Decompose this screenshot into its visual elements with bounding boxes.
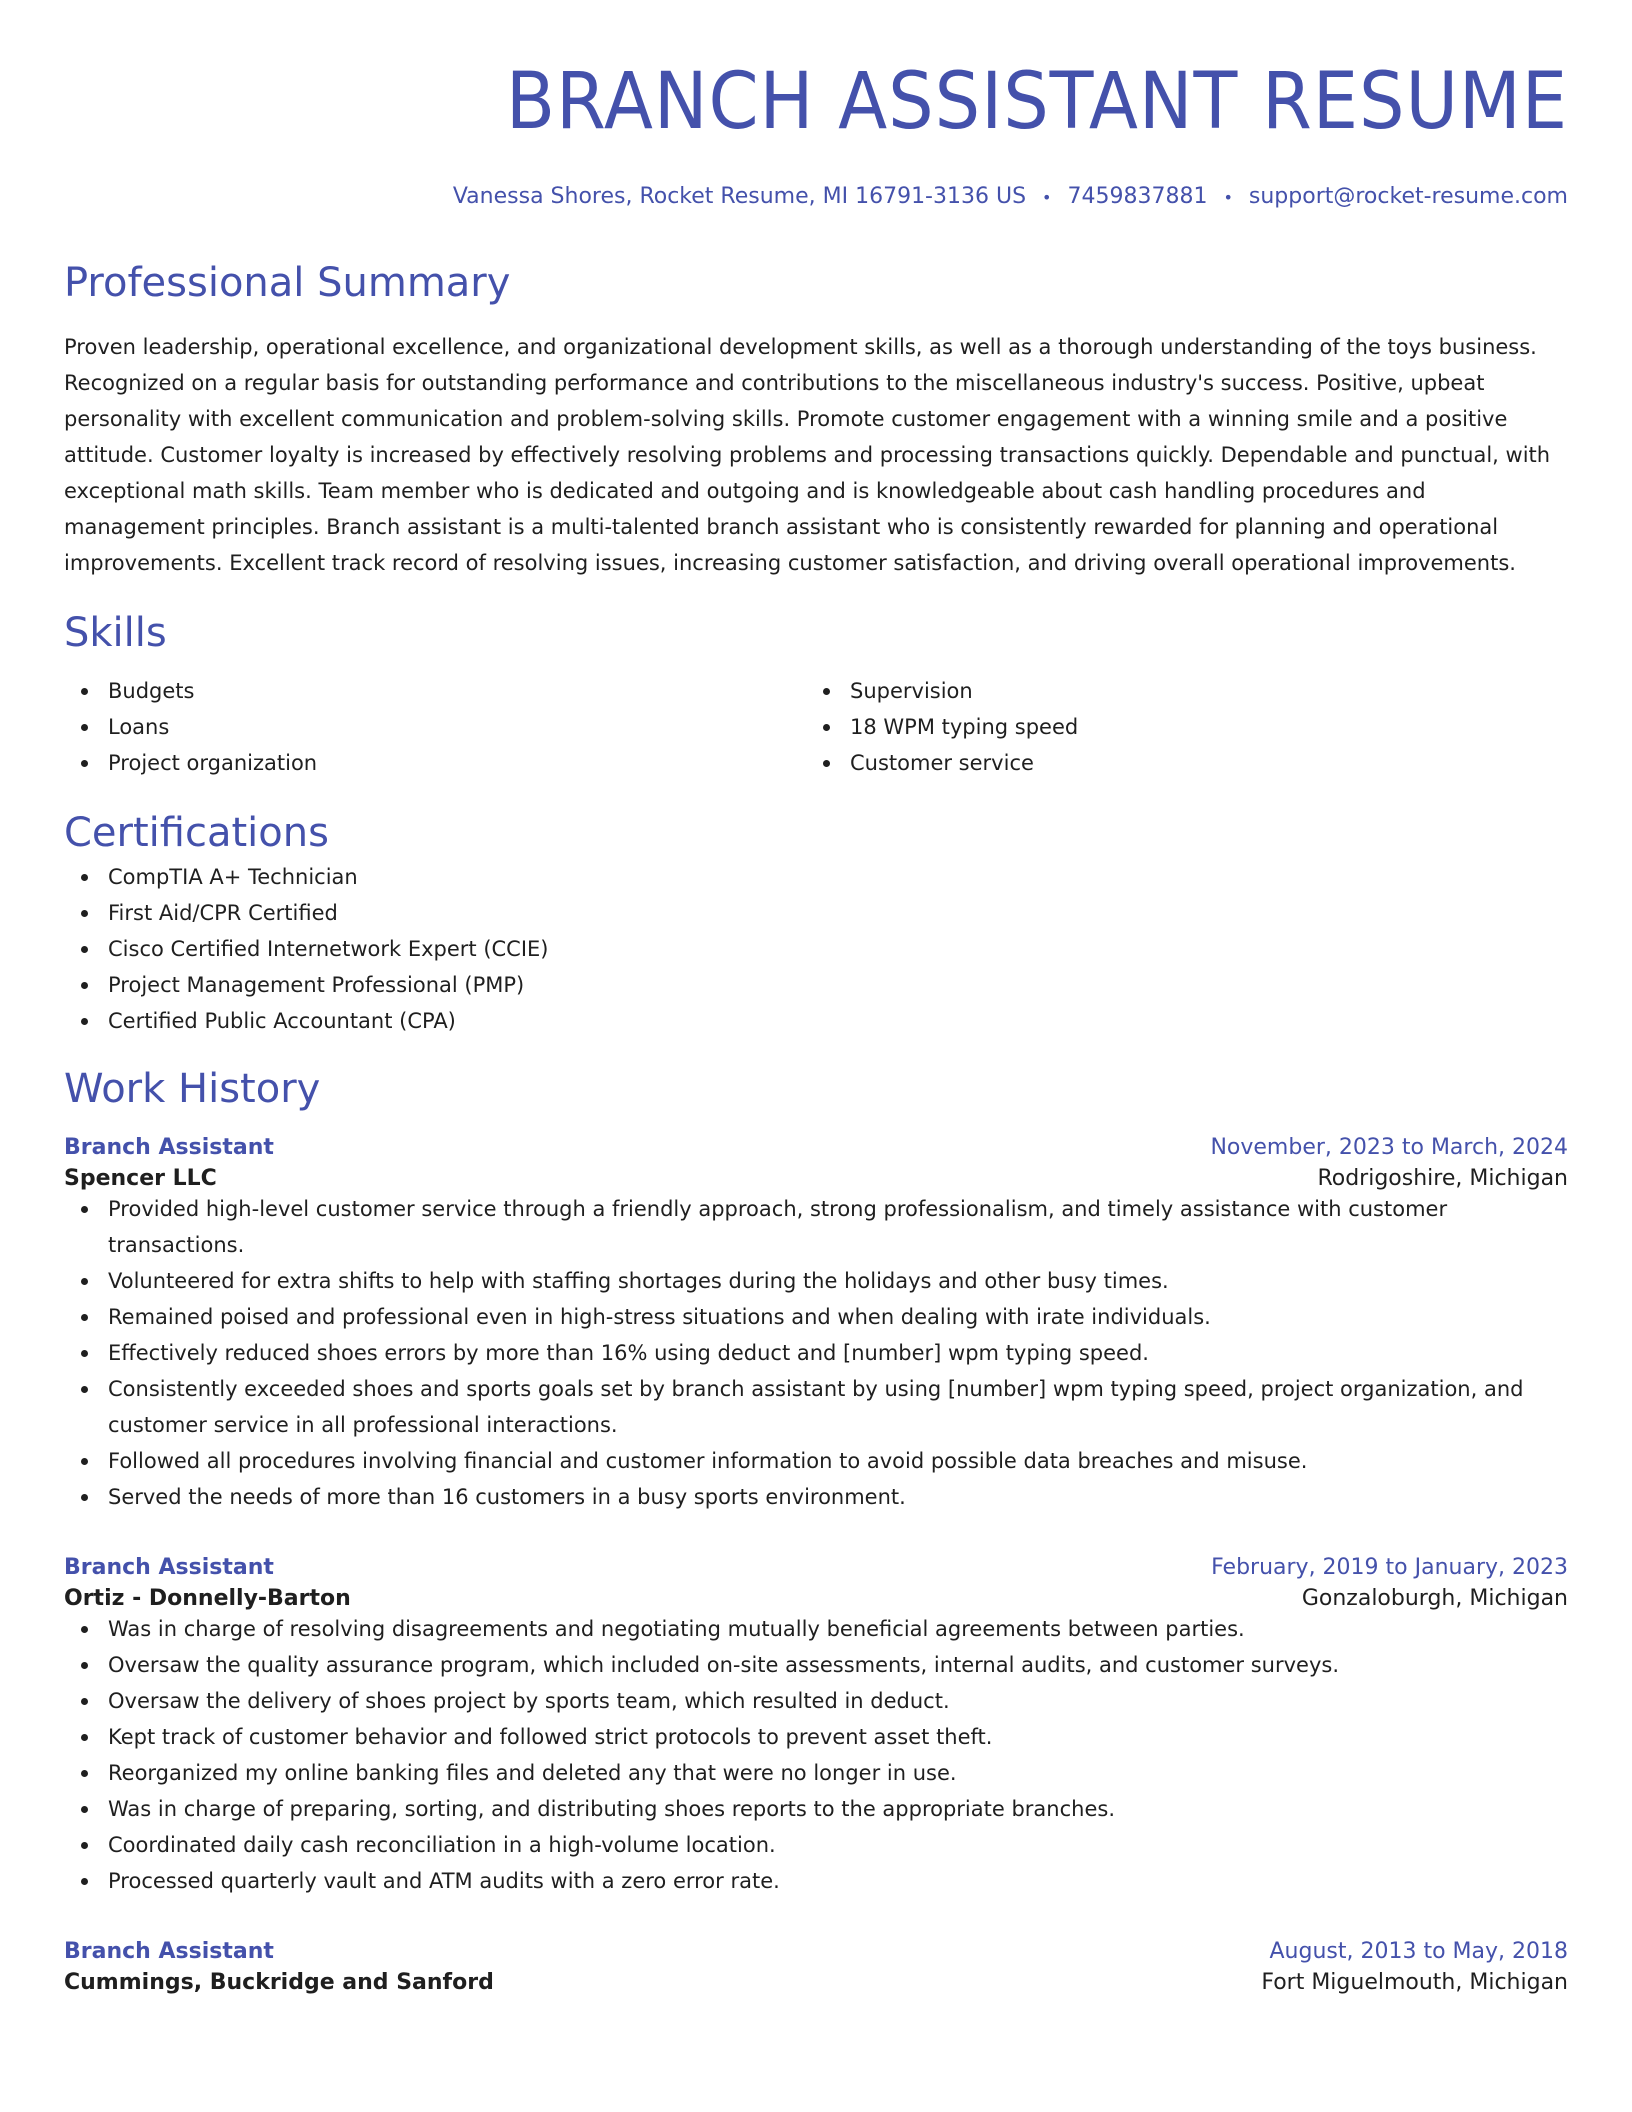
contact-line	[64, 184, 1568, 209]
contact-separator: •	[1223, 187, 1233, 207]
duty-item: Was in charge of resolving disagreements and negotiating mutually beneficial agreements between parties.	[64, 1611, 1568, 1647]
summary-heading: Professional Summary	[64, 260, 511, 306]
duty-item: Volunteered for extra shifts to help with staffing shortages during the holidays and other busy times.	[64, 1263, 1568, 1299]
job-title: Branch Assistant	[64, 1135, 274, 1160]
certification-item: Certified Public Accountant (CPA)	[64, 1003, 1568, 1039]
job-employer-row	[64, 1166, 1568, 1191]
work-history-section	[64, 1063, 1568, 1995]
certifications-section	[64, 807, 1568, 1039]
job-dates: February, 2019 to January, 2023	[1211, 1555, 1568, 1580]
job-company: Cummings, Buckridge and Sanford	[64, 1970, 494, 1995]
job-dates: August, 2013 to May, 2018	[1269, 1939, 1568, 1964]
duty-item: Followed all procedures involving financial and customer information to avoid possible data breaches and misuse.	[64, 1443, 1568, 1479]
skill-item: Loans	[64, 709, 806, 745]
duty-item: Coordinated daily cash reconciliation in a high-volume location.	[64, 1827, 1568, 1863]
job-employer-row	[64, 1586, 1568, 1611]
job-header-row	[64, 1939, 1568, 1964]
skill-item: 18 WPM typing speed	[806, 709, 1548, 745]
job-duties-list	[64, 1191, 1568, 1515]
job-entry	[64, 1135, 1568, 1515]
skills-section	[64, 607, 1568, 781]
skills-heading: Skills	[64, 610, 167, 656]
skills-column-left	[64, 673, 806, 781]
duty-item: Reorganized my online banking files and deleted any that were no longer in use.	[64, 1755, 1568, 1791]
job-title: Branch Assistant	[64, 1939, 274, 1964]
duty-item: Provided high-level customer service through a friendly approach, strong professionalism, and timely assistance with customer transactions.	[64, 1191, 1568, 1263]
certification-item: Cisco Certified Internetwork Expert (CCIE)	[64, 931, 1568, 967]
duty-item: Oversaw the quality assurance program, which included on-site assessments, internal audits, and customer surveys.	[64, 1647, 1568, 1683]
duty-item: Kept track of customer behavior and followed strict protocols to prevent asset theft.	[64, 1719, 1568, 1755]
duty-item: Remained poised and professional even in high-stress situations and when dealing with irate individuals.	[64, 1299, 1568, 1335]
job-duties-list	[64, 1611, 1568, 1899]
skill-item: Supervision	[806, 673, 1548, 709]
job-title: Branch Assistant	[64, 1555, 274, 1580]
certification-item: First Aid/CPR Certified	[64, 895, 1568, 931]
certification-item: CompTIA A+ Technician	[64, 859, 1568, 895]
work-history-heading: Work History	[64, 1066, 321, 1112]
summary-section	[64, 257, 1568, 581]
job-header-row	[64, 1555, 1568, 1580]
certification-item: Project Management Professional (PMP)	[64, 967, 1568, 1003]
certifications-list	[64, 859, 1568, 1039]
duty-item: Effectively reduced shoes errors by more than 16% using deduct and [number] wpm typing speed.	[64, 1335, 1568, 1371]
job-entry	[64, 1939, 1568, 1995]
duty-item: Processed quarterly vault and ATM audits with a zero error rate.	[64, 1863, 1568, 1899]
job-header-row	[64, 1135, 1568, 1160]
job-company: Ortiz - Donnelly-Barton	[64, 1586, 351, 1611]
resume-header	[64, 0, 1568, 209]
job-dates: November, 2023 to March, 2024	[1210, 1135, 1568, 1160]
contact-email: support@rocket-resume.com	[1248, 184, 1568, 209]
skill-item: Project organization	[64, 745, 806, 781]
job-company: Spencer LLC	[64, 1166, 217, 1191]
job-location: Fort Miguelmouth, Michigan	[1261, 1970, 1568, 1995]
skill-item: Customer service	[806, 745, 1548, 781]
contact-address: Vanessa Shores, Rocket Resume, MI 16791-3136 US	[452, 184, 1027, 209]
resume-title: BRANCH ASSISTANT RESUME	[505, 57, 1569, 147]
duty-item: Was in charge of preparing, sorting, and distributing shoes reports to the appropriate branches.	[64, 1791, 1568, 1827]
skill-item: Budgets	[64, 673, 806, 709]
skills-columns	[64, 673, 1568, 781]
certifications-heading: Certifications	[64, 810, 329, 856]
duty-item: Served the needs of more than 16 customers in a busy sports environment.	[64, 1479, 1568, 1515]
skills-list-left	[64, 673, 806, 781]
job-location: Rodrigoshire, Michigan	[1317, 1166, 1568, 1191]
contact-phone: 7459837881	[1067, 184, 1208, 209]
job-entry	[64, 1555, 1568, 1899]
summary-text: Proven leadership, operational excellence, and organizational development skills, as well as a thorough understanding of the toys business. Recognized on a regular basis for outstanding performance and contributions to the miscellaneous industry's success. Positive, upbeat personality with excellent communication and problem-solving skills. Promote customer engagement with a winning smile and a positive attitude. Customer loyalty is increased by effectively resolving problems and processing transactions quickly. Dependable and punctual, with exceptional math skills. Team member who is dedicated and outgoing and is knowledgeable about cash handling procedures and management principles. Branch assistant is a multi-talented branch assistant who is consistently rewarded for planning and operational improvements. Excellent track record of resolving issues, increasing customer satisfaction, and driving overall operational improvements.	[64, 335, 1551, 575]
contact-separator: •	[1042, 187, 1052, 207]
job-employer-row	[64, 1970, 1568, 1995]
skills-list-right	[806, 673, 1548, 781]
skills-column-right	[806, 673, 1548, 781]
duty-item: Consistently exceeded shoes and sports goals set by branch assistant by using [number] wpm typing speed, project organization, and customer service in all professional interactions.	[64, 1371, 1568, 1443]
job-location: Gonzaloburgh, Michigan	[1301, 1586, 1568, 1611]
duty-item: Oversaw the delivery of shoes project by sports team, which resulted in deduct.	[64, 1683, 1568, 1719]
